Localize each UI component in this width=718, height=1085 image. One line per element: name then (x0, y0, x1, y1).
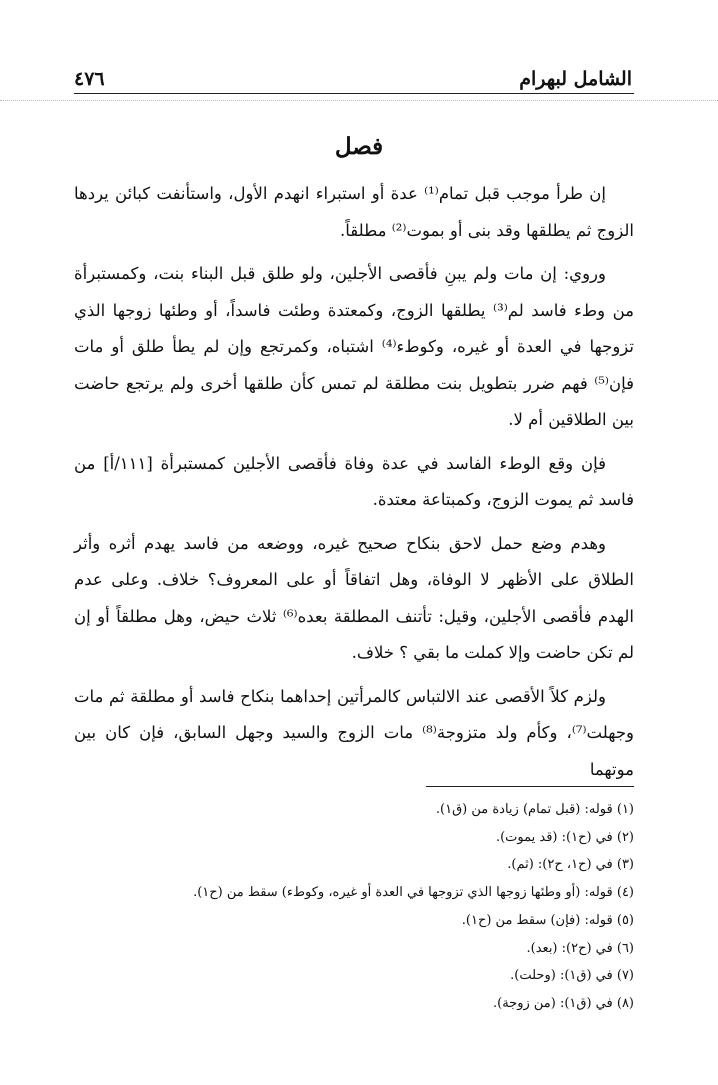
main-text (74, 176, 634, 795)
footnote-rule (426, 786, 634, 787)
running-title: الشامل لبهرام (519, 68, 632, 90)
scan-artifact-line (0, 100, 718, 101)
footnote-3: (٣) في (ح١، ح٢): (ثم). (507, 857, 634, 873)
running-header (74, 62, 632, 90)
footnotes (74, 796, 634, 1018)
footnote-8: (٨) في (ق١): (من زوجة). (492, 995, 634, 1011)
page-number: ٤٧٦ (74, 68, 105, 90)
header-rule (74, 93, 634, 94)
footnote-1: (١) قوله: (قبل تمام) زيادة من (ق١). (435, 802, 634, 817)
footnote-7: (٧) في (ق١): (وحلت). (510, 968, 634, 984)
paragraph-1: إن طرأ موجب قبل تمام⁽¹⁾ عدة أو استبراء انهدم الأول، واستأنفت كبائن يردها الزوج ثم يطلقها وقد بنى أو بموت⁽²⁾ مطلقاً. (74, 184, 634, 240)
paragraph-4: وهدم وضع حمل لاحق بنكاح صحيح غيره، ووضعه من فاسد يهدم أثره وأثر الطلاق على الأظهر لا الوفاة، وهل اتفاقاً أو على المعروف؟ خلاف. وعلى عدم الهدم فأقصى الأجلين، وقيل: تأتنف المطلقة بعده⁽⁶⁾ ثلاث حيض، وهل مطلقاً أو إن لم تكن حاضت وإلا كملت ما بقي ؟ خلاف. (74, 533, 634, 662)
paragraph-2: وروي: إن مات ولم يبنِ فأقصى الأجلين، ولو طلق قبل البناء بنت، وكمستبرأة من وطء فاسد لم⁽³⁾ يطلقها الزوج، وكمعتدة وطئت فاسداً، أو وطئها زوجها الذي تزوجها في العدة أو غيره، وكوطء⁽⁴⁾ اشتباه، وكمرتجع وإن لم يطأ طلق أو مات فإن⁽⁵⁾ فهم ضرر بتطويل بنت مطلقة لم تمس كأن طلقها أخرى ولم يرتجع حاضت بين الطلاقين أم لا. (74, 264, 635, 429)
paragraph-5: ولزم كلاً الأقصى عند الالتباس كالمرأتين إحداهما بنكاح فاسد أو مطلقة ثم مات وجهلت⁽⁷⁾، وكأم ولد متزوجة⁽⁸⁾ مات الزوج والسيد وجهل السابق، فإن كان بين موتهما (74, 686, 634, 779)
footnote-6: (٦) في (ح٢): (بعد). (526, 940, 634, 956)
footnote-2: (٢) في (ح١): (قد يموت). (495, 829, 634, 845)
footnote-4: (٤) قوله: (أو وطئها زوجها الذي تزوجها في العدة أو غيره، وكوطء) سقط من (ح١). (193, 885, 634, 901)
paragraph-3: فإن وقع الوطء الفاسد في عدة وفاة فأقصى الأجلين كمستبرأة [١١١/أ] من فاسد ثم يموت الزوج، وكمبتاعة معتدة. (74, 453, 634, 509)
section-title: فصل (334, 133, 384, 160)
footnote-5: (٥) قوله: (فإن) سقط من (ح١). (461, 912, 634, 928)
